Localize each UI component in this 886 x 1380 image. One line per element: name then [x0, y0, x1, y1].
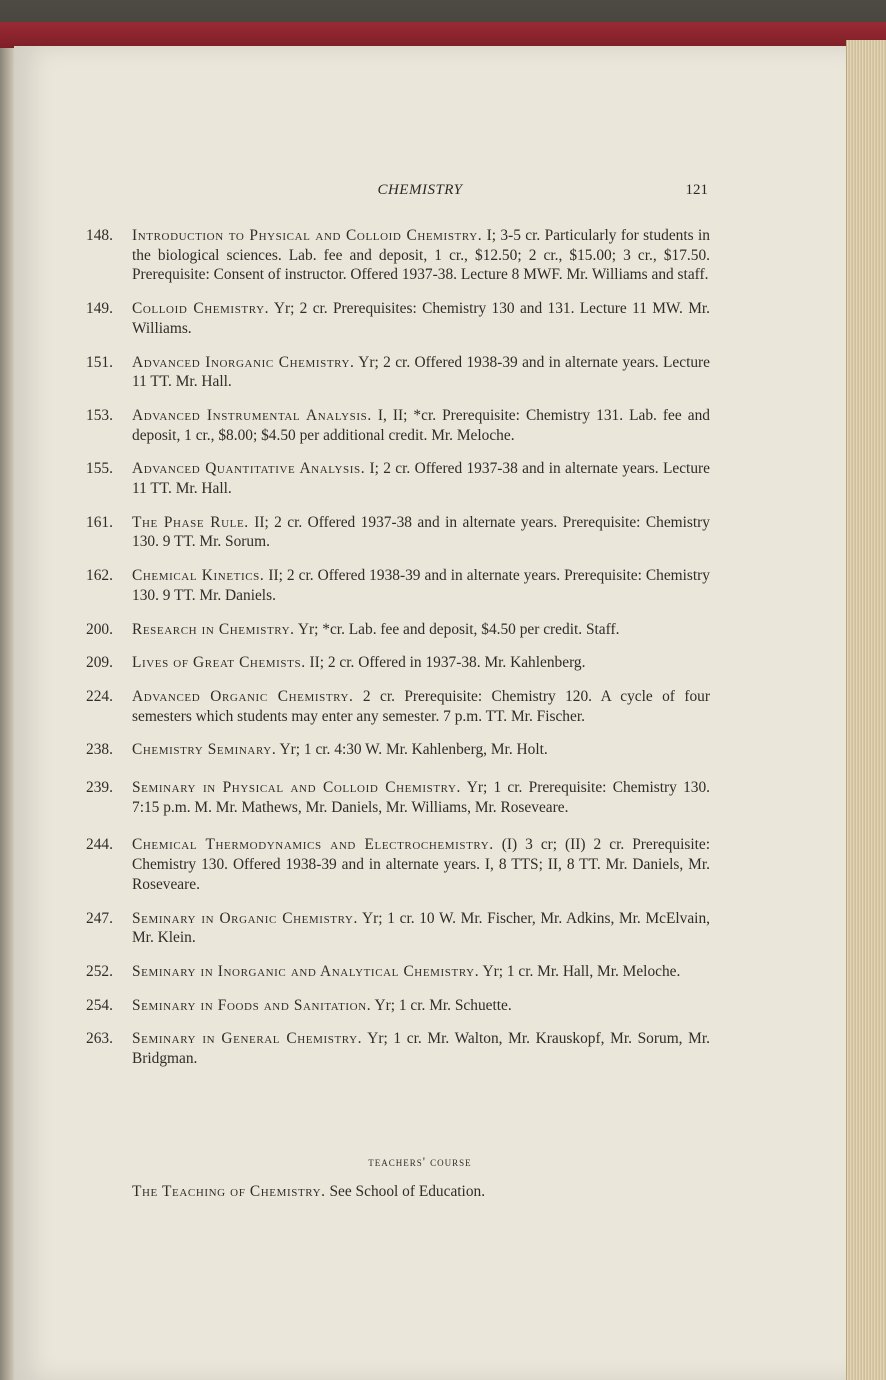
course-title: Seminary in Inorganic and Analytical Chemistry. — [132, 962, 480, 980]
course-title: Seminary in General Chemistry. — [132, 1030, 363, 1048]
course-entry — [86, 740, 710, 760]
course-number: 247. — [86, 909, 113, 927]
running-head — [132, 180, 708, 204]
course-title: Advanced Instrumental Analysis. — [132, 406, 372, 424]
teachers-course-heading: teachers' course — [368, 1155, 472, 1169]
teachers-course-entry — [132, 1183, 732, 1201]
course-number: 148. — [86, 227, 113, 244]
course-title: Lives of Great Chemists. — [132, 654, 306, 672]
course-title: Advanced Organic Chemistry. — [132, 687, 354, 705]
course-number: 254. — [86, 996, 113, 1014]
course-title: The Phase Rule. — [132, 513, 249, 531]
course-description — [132, 620, 710, 640]
course-number: 238. — [86, 741, 113, 759]
course-entry — [86, 909, 710, 948]
course-description — [132, 353, 710, 392]
course-description — [132, 513, 710, 552]
course-description — [132, 909, 710, 948]
course-title: Seminary in Foods and Sanitation. — [132, 996, 372, 1014]
course-number: 224. — [86, 687, 113, 705]
course-details: See School of Education. — [329, 1183, 486, 1200]
course-description — [132, 687, 710, 726]
course-number: 244. — [86, 836, 113, 854]
course-title: Introduction to Physical and Colloid Chemistry. — [132, 227, 483, 244]
course-entry — [86, 226, 710, 285]
course-number: 149. — [86, 300, 113, 318]
course-number: 263. — [86, 1030, 113, 1048]
course-title: Chemical Kinetics. — [132, 567, 265, 585]
course-entry — [86, 353, 710, 392]
course-entry — [86, 299, 710, 338]
course-description — [132, 459, 710, 498]
course-description — [132, 996, 710, 1016]
course-details: Yr; *cr. Lab. fee and deposit, $4.50 per credit. Staff. — [297, 620, 620, 638]
course-title: Colloid Chemistry. — [132, 300, 270, 318]
running-title: CHEMISTRY — [377, 182, 463, 198]
course-entry — [86, 996, 710, 1016]
course-number: 153. — [86, 406, 113, 424]
course-entry — [86, 687, 710, 726]
course-description — [132, 835, 710, 894]
course-details: Yr; 1 cr. Mr. Schuette. — [374, 996, 512, 1014]
course-details: 2 cr. Prerequisite: Chemistry 120. A cycle of four semesters which students may enter any semester. 7 p.m. TT. Mr. Fischer. — [132, 687, 710, 725]
page-gutter — [0, 48, 14, 1380]
course-number: 155. — [86, 460, 113, 478]
course-details: Yr; 1 cr. Mr. Hall, Mr. Meloche. — [482, 962, 681, 980]
course-details: II; 2 cr. Offered in 1937-38. Mr. Kahlenberg. — [309, 654, 586, 672]
course-description — [132, 406, 710, 445]
course-number: 209. — [86, 654, 113, 672]
page-stack-edge — [846, 40, 886, 1380]
course-entry — [86, 962, 710, 982]
course-number: 151. — [86, 353, 113, 371]
course-title: Advanced Quantitative Analysis. — [132, 460, 366, 478]
course-details: Yr; 1 cr. Mr. Walton, Mr. Krauskopf, Mr. Sorum, Mr. Bridgman. — [132, 1030, 710, 1068]
course-entry — [86, 1029, 710, 1068]
course-list — [86, 226, 710, 1069]
course-details: I, II; *cr. Prerequisite: Chemistry 131. Lab. fee and deposit, 1 cr., $8.00; $4.50 per additional credit. Mr. Meloche. — [132, 406, 710, 444]
course-description — [132, 566, 710, 605]
course-details: Yr; 1 cr. 4:30 W. Mr. Kahlenberg, Mr. Holt. — [279, 741, 548, 759]
course-number: 239. — [86, 779, 113, 797]
course-entry — [86, 406, 710, 445]
course-description — [132, 962, 710, 982]
course-details: II; 2 cr. Offered 1938-39 and in alternate years. Prerequisite: Chemistry 130. 9 TT. Mr. Daniels. — [132, 567, 710, 604]
page-number: 121 — [685, 182, 708, 198]
course-number: 162. — [86, 567, 113, 585]
course-title: The Teaching of Chemistry. — [132, 1183, 326, 1200]
course-entry — [86, 513, 710, 552]
course-title: Seminary in Organic Chemistry. — [132, 909, 358, 927]
course-details: Yr; 1 cr. Prerequisite: Chemistry 130. 7:15 p.m. M. Mr. Mathews, Mr. Daniels, Mr. Williams, Mr. Roseveare. — [132, 779, 711, 816]
course-description — [132, 226, 710, 285]
course-title: Seminary in Physical and Colloid Chemistry. — [132, 779, 461, 797]
course-details: I; 3-5 cr. Particularly for students in the biological sciences. Lab. fee and deposit, 1 cr., $12.50; 2 cr., $15.00; 3 cr., $17.50. Prerequisite: Consent of instructor. Offered 1937-38. Lecture 8 MWF. Mr. Williams and staff. — [132, 227, 710, 284]
course-details: Yr; 2 cr. Prerequisites: Chemistry 130 and 131. Lecture 11 MW. Mr. Williams. — [132, 300, 710, 337]
cover-binding-band — [0, 22, 886, 48]
course-title: Chemistry Seminary. — [132, 741, 277, 759]
course-number: 200. — [86, 620, 113, 638]
course-number: 252. — [86, 962, 113, 980]
course-details: (I) 3 cr; (II) 2 cr. Prerequisite: Chemistry 130. Offered 1938-39 and in alternate years. I, 8 TTS; II, 8 TT. Mr. Daniels, Mr. Roseveare. — [132, 836, 710, 893]
course-entry — [86, 566, 710, 605]
course-entry — [86, 835, 710, 894]
course-details: Yr; 1 cr. 10 W. Mr. Fischer, Mr. Adkins, Mr. McElvain, Mr. Klein. — [132, 909, 710, 947]
course-entry — [86, 653, 710, 673]
course-description — [132, 1029, 710, 1068]
course-details: Yr; 2 cr. Offered 1938-39 and in alternate years. Lecture 11 TT. Mr. Hall. — [132, 353, 711, 391]
course-details: II; 2 cr. Offered 1937-38 and in alternate years. Prerequisite: Chemistry 130. 9 TT. Mr. Sorum. — [132, 513, 711, 551]
course-title: Research in Chemistry. — [132, 620, 295, 638]
course-entry — [86, 459, 710, 498]
course-entry — [86, 778, 710, 817]
course-number: 161. — [86, 513, 113, 531]
course-description — [132, 299, 710, 338]
course-description — [132, 653, 710, 673]
course-title: Advanced Inorganic Chemistry. — [132, 353, 355, 371]
course-title: Chemical Thermodynamics and Electrochemistry. — [132, 836, 494, 854]
course-entry — [86, 620, 710, 640]
course-details: I; 2 cr. Offered 1937-38 and in alternate years. Lecture 11 TT. Mr. Hall. — [132, 460, 710, 498]
course-description — [132, 740, 710, 760]
course-description — [132, 778, 710, 817]
